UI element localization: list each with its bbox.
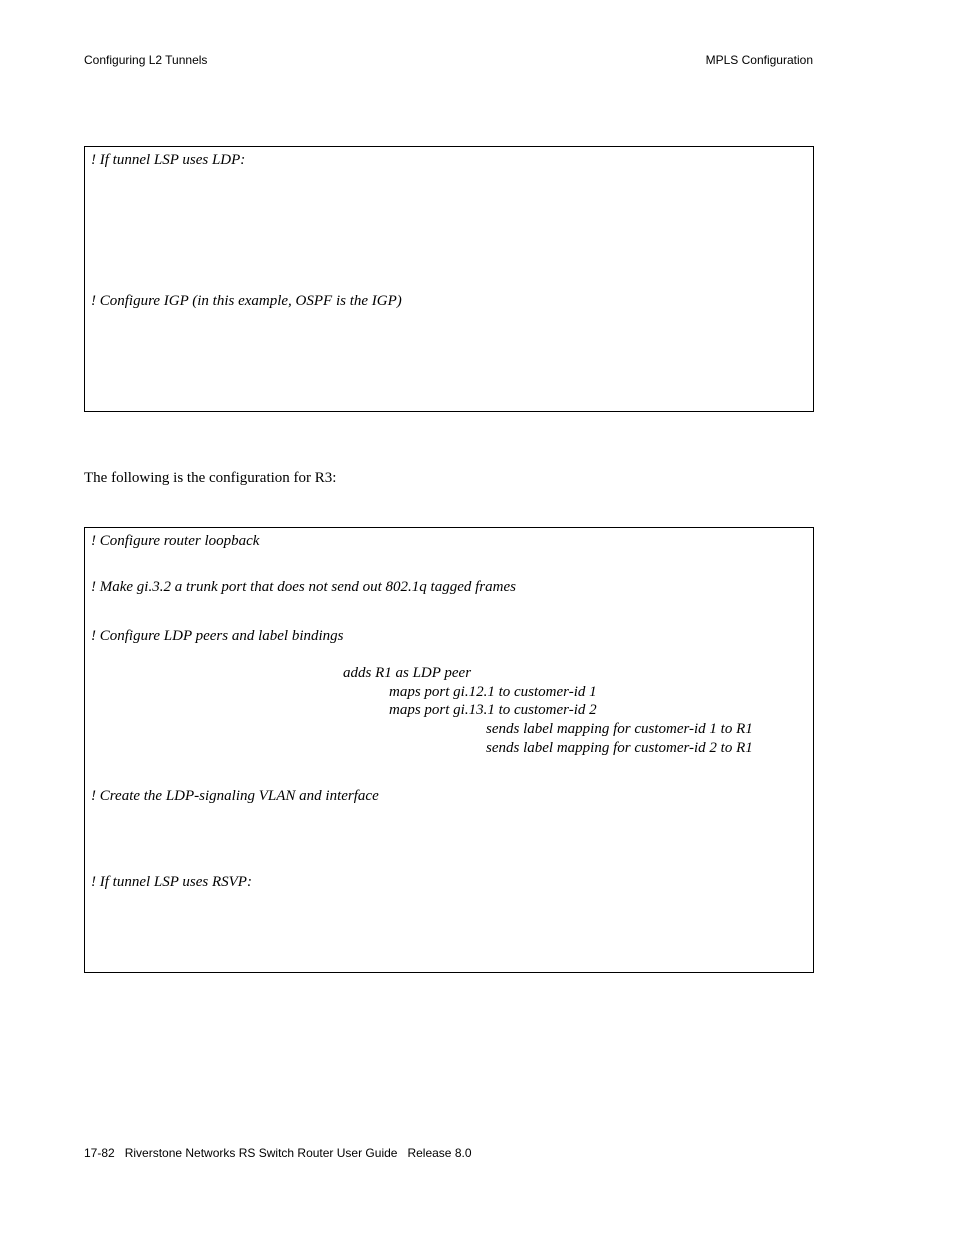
note-send-1: sends label mapping for customer-id 1 to R1 <box>486 721 753 737</box>
comment-rsvp: ! If tunnel LSP uses RSVP: <box>91 874 252 890</box>
comment-ldp: ! If tunnel LSP uses LDP: <box>91 152 246 168</box>
note-map-2: maps port gi.13.1 to customer-id 2 <box>389 702 597 718</box>
comment-loopback: ! Configure router loopback <box>91 533 260 549</box>
comment-igp: ! Configure IGP (in this example, OSPF is the IGP) <box>91 293 402 309</box>
running-header-left: Configuring L2 Tunnels <box>84 53 208 67</box>
comment-trunk: ! Make gi.3.2 a trunk port that does not send out 802.1q tagged frames <box>91 579 516 595</box>
config-box-r3 <box>84 527 814 973</box>
comment-ldp-peers: ! Configure LDP peers and label bindings <box>91 628 344 644</box>
note-map-1: maps port gi.12.1 to customer-id 1 <box>389 684 597 700</box>
note-add-peer: adds R1 as LDP peer <box>343 665 472 681</box>
page-footer: 17-82 Riverstone Networks RS Switch Router User Guide Release 8.0 <box>84 1146 472 1160</box>
comment-vlan: ! Create the LDP-signaling VLAN and interface <box>91 788 379 804</box>
running-header-right: MPLS Configuration <box>705 53 813 67</box>
config-box-r2 <box>84 146 814 412</box>
note-send-2: sends label mapping for customer-id 2 to R1 <box>486 740 753 756</box>
intro-paragraph: The following is the configuration for R3: <box>84 470 337 486</box>
